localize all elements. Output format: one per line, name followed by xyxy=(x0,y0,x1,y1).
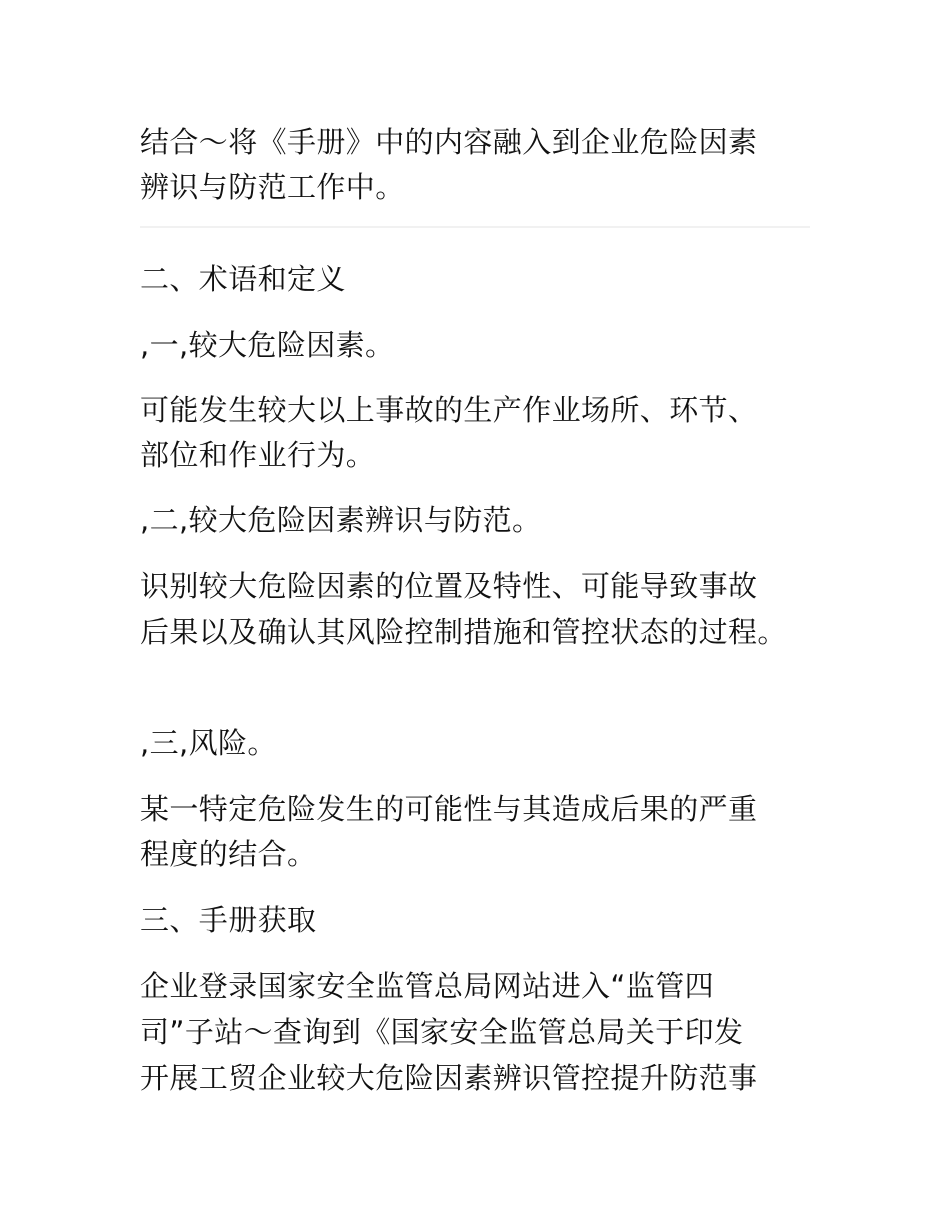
subheading-2: ,二,较大危险因素辨识与防范。 xyxy=(140,503,542,537)
text-line-8: 识别较大危险因素的位置及特性、可能导致事故 xyxy=(140,569,758,603)
text-line-16: 开展工贸企业较大危险因素辨识管控提升防范事 xyxy=(140,1061,758,1095)
section-heading-terms: 二、术语和定义 xyxy=(140,262,346,296)
text-line-12: 程度的结合。 xyxy=(140,837,317,871)
text-line-11: 某一特定危险发生的可能性与其造成后果的严重 xyxy=(140,792,758,826)
text-line-5: 可能发生较大以上事故的生产作业场所、环节、 xyxy=(140,393,758,427)
text-line-2: 辨识与防范工作中。 xyxy=(140,170,405,204)
section-divider xyxy=(140,226,810,228)
section-heading-manual: 三、手册获取 xyxy=(140,903,317,937)
text-line-9: 后果以及确认其风险控制措施和管控状态的过程。 xyxy=(140,615,787,649)
text-line-1: 结合～将《手册》中的内容融入到企业危险因素 xyxy=(140,125,758,159)
subheading-1: ,一,较大危险因素。 xyxy=(140,328,395,362)
text-line-14: 企业登录国家安全监管总局网站进入“监管四 xyxy=(140,969,715,1003)
subheading-3: ,三,风险。 xyxy=(140,726,277,760)
text-line-6: 部位和作业行为。 xyxy=(140,438,376,472)
text-line-15: 司”子站～查询到《国家安全监管总局关于印发 xyxy=(140,1015,744,1049)
